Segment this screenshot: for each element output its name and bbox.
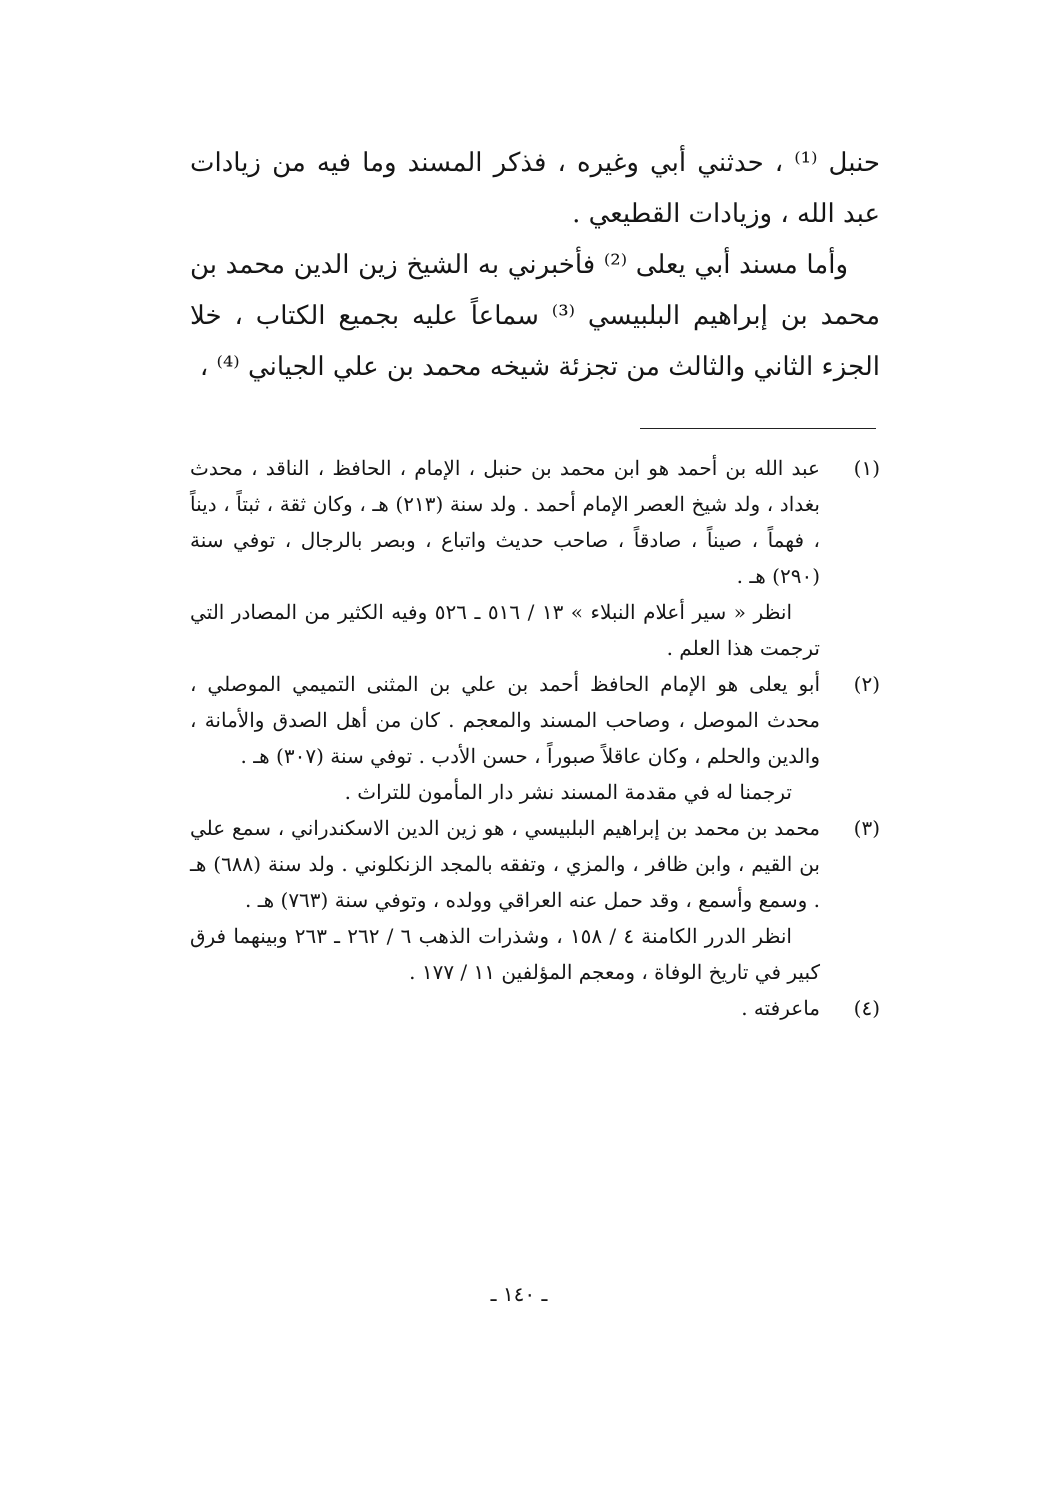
footnote-body — [190, 990, 820, 1026]
footnote-number: (١) — [853, 456, 880, 480]
main-text — [190, 138, 880, 393]
main-paragraph-2: وأما مسند أبي يعلى ⁽²⁾ فأخبرني به الشيخ زين الدين محمد بن محمد بن إبراهيم البلبيسي ⁽³⁾ سماعاً عليه بجميع الكتاب ، خلا الجزء الثاني والثالث من تجزئة شيخه محمد بن علي الجياني ⁽⁴⁾ ، — [190, 250, 881, 382]
footnote-number: (٣) — [853, 816, 880, 840]
footnotes — [190, 450, 880, 1026]
footnote-4 — [190, 990, 880, 1026]
footnote-2 — [190, 666, 880, 810]
footnote-number: (٤) — [853, 996, 880, 1020]
footnote-text: ماعرفته . — [741, 996, 820, 1020]
footnote-1 — [190, 450, 880, 666]
footnote-reference: ترجمنا له في مقدمة المسند نشر دار المأمون للتراث . — [344, 780, 792, 804]
main-paragraph-1: حنبل ⁽¹⁾ ، حدثني أبي وغيره ، فذكر المسند وما فيه من زيادات عبد الله ، وزيادات القطيعي . — [190, 148, 880, 229]
footnote-text: عبد الله بن أحمد هو ابن محمد بن حنبل ، الإمام ، الحافظ ، الناقد ، محدث بغداد ، ولد شيخ العصر الإمام أحمد . ولد سنة (٢١٣) هـ ، وكان ثقة ، ثبتاً ، ديناً ، فهماً ، صيناً ، صادقاً ، صاحب حديث واتباع ، وبصر بالرجال ، توفي سنة (٢٩٠) هـ . — [190, 456, 820, 588]
footnote-3 — [190, 810, 880, 990]
page-number: ـ ١٤٠ ـ — [490, 1282, 548, 1306]
footnote-body — [190, 666, 820, 810]
footnote-separator — [640, 428, 876, 429]
footnote-reference: انظر الدرر الكامنة ٤ / ١٥٨ ، وشذرات الذهب ٦ / ٢٦٢ ـ ٢٦٣ وبينهما فرق كبير في تاريخ الوفاة ، ومعجم المؤلفين ١١ / ١٧٧ . — [190, 924, 820, 984]
footnote-body — [190, 450, 820, 666]
footnote-text: أبو يعلى هو الإمام الحافظ أحمد بن علي بن المثنى التميمي الموصلي ، محدث الموصل ، وصاحب المسند والمعجم . كان من أهل الصدق والأمانة ، والدين والحلم ، وكان عاقلاً صبوراً ، حسن الأدب . توفي سنة (٣٠٧) هـ . — [190, 672, 820, 768]
footnote-reference: انظر « سير أعلام النبلاء » ١٣ / ٥١٦ ـ ٥٢٦ وفيه الكثير من المصادر التي ترجمت هذا العلم . — [190, 600, 820, 660]
footnote-number: (٢) — [853, 672, 880, 696]
footnote-text: محمد بن محمد بن إبراهيم البلبيسي ، هو زين الدين الاسكندراني ، سمع علي بن القيم ، وابن ظافر ، والمزي ، وتفقه بالمجد الزنكلوني . ولد سنة (٦٨٨) هـ . وسمع وأسمع ، وقد حمل عنه العراقي وولده ، وتوفي سنة (٧٦٣) هـ . — [190, 816, 820, 912]
footnote-body — [190, 810, 820, 990]
